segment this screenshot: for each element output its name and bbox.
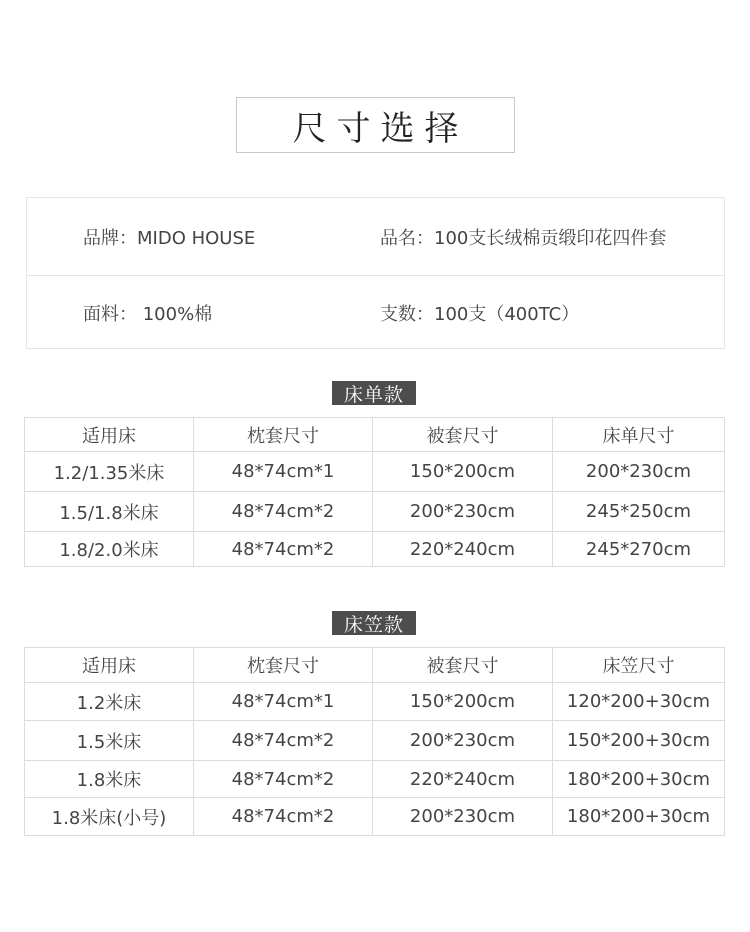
table-cell: 1.5米床 <box>25 721 194 761</box>
table-cell: 150*200+30cm <box>553 721 725 761</box>
table-cell: 150*200cm <box>373 452 553 492</box>
thread-count-text: 支数：100支（400TC） <box>380 303 580 325</box>
table-row <box>25 452 725 492</box>
table-cell: 220*240cm <box>373 761 553 798</box>
header-cell: 适用床 <box>25 418 194 452</box>
header-cell: 被套尺寸 <box>373 418 553 452</box>
table-row <box>25 798 725 836</box>
header-cell: 枕套尺寸 <box>194 418 373 452</box>
brand-text: 品牌：MIDO HOUSE <box>83 227 256 249</box>
table-cell: 1.2米床 <box>25 683 194 721</box>
table-cell: 200*230cm <box>373 798 553 836</box>
table-cell: 180*200+30cm <box>553 761 725 798</box>
table-cell: 48*74cm*2 <box>194 721 373 761</box>
product-info-box <box>26 197 725 349</box>
table-cell: 120*200+30cm <box>553 683 725 721</box>
table-cell: 48*74cm*2 <box>194 532 373 567</box>
fitted-size-table <box>24 647 725 836</box>
page-title: 尺寸选择 <box>236 97 515 153</box>
product-name-text: 品名：100支长绒棉贡缎印花四件套 <box>380 227 667 249</box>
table-cell: 1.5/1.8米床 <box>25 492 194 532</box>
table-cell: 48*74cm*2 <box>194 798 373 836</box>
info-row <box>27 275 724 349</box>
material-text: 面料： 100%棉 <box>83 303 213 325</box>
table-cell: 1.8/2.0米床 <box>25 532 194 567</box>
header-cell: 适用床 <box>25 648 194 683</box>
sheet-section-label: 床单款 <box>332 381 416 405</box>
table-cell: 200*230cm <box>553 452 725 492</box>
table-cell: 48*74cm*1 <box>194 452 373 492</box>
info-row <box>27 198 724 275</box>
header-cell: 床单尺寸 <box>553 418 725 452</box>
header-cell: 枕套尺寸 <box>194 648 373 683</box>
header-cell: 被套尺寸 <box>373 648 553 683</box>
table-cell: 180*200+30cm <box>553 798 725 836</box>
table-row <box>25 683 725 721</box>
table-cell: 245*250cm <box>553 492 725 532</box>
table-row <box>25 761 725 798</box>
table-cell: 245*270cm <box>553 532 725 567</box>
fitted-section-label: 床笠款 <box>332 611 416 635</box>
table-cell: 48*74cm*2 <box>194 761 373 798</box>
header-cell: 床笠尺寸 <box>553 648 725 683</box>
table-cell: 200*230cm <box>373 492 553 532</box>
sheet-size-table <box>24 417 725 567</box>
table-header-row <box>25 648 725 683</box>
table-cell: 200*230cm <box>373 721 553 761</box>
table-cell: 1.8米床(小号) <box>25 798 194 836</box>
table-cell: 220*240cm <box>373 532 553 567</box>
table-cell: 1.8米床 <box>25 761 194 798</box>
table-cell: 1.2/1.35米床 <box>25 452 194 492</box>
table-cell: 48*74cm*2 <box>194 492 373 532</box>
table-row <box>25 492 725 532</box>
table-row <box>25 721 725 761</box>
table-cell: 48*74cm*1 <box>194 683 373 721</box>
table-row <box>25 532 725 567</box>
table-header-row <box>25 418 725 452</box>
table-cell: 150*200cm <box>373 683 553 721</box>
